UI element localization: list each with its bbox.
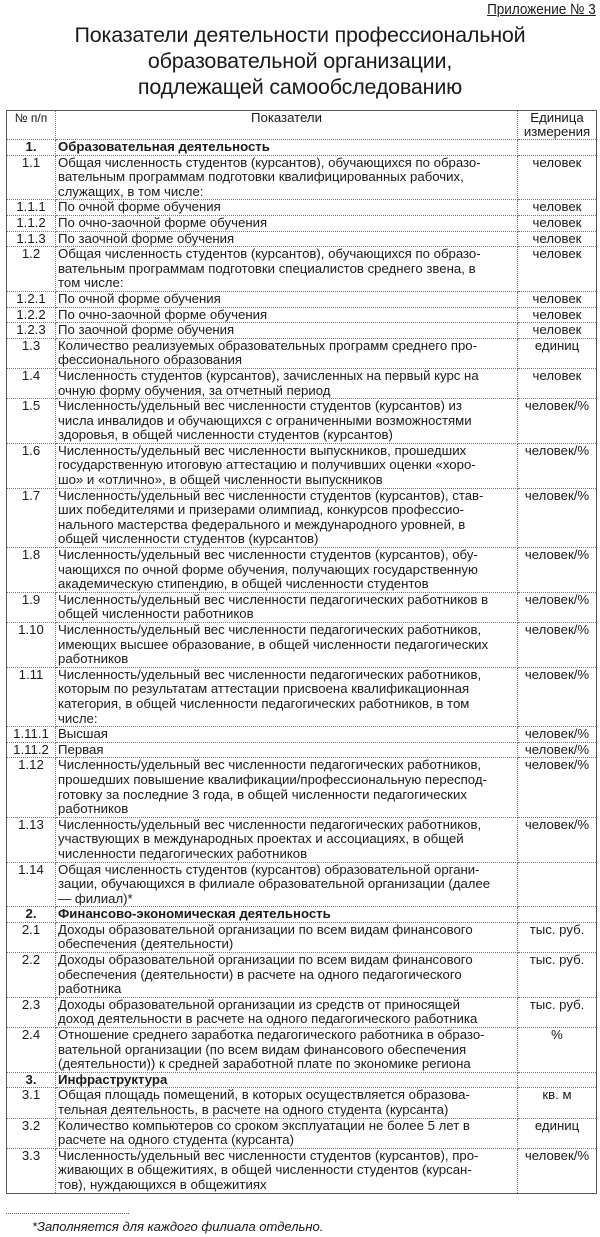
row-indicator-text: Численность/удельный вес численности студентов (курсантов) из числа инвалидов и обучающихся с ограниченными возможностями здоровья, в общей численности студентов (курсантов) [58,398,472,443]
column-header-unit: Единица измерения [518,111,597,140]
row-number: 2.2 [7,953,56,998]
row-indicator-text: Общая численность студентов (курсантов) образовательной органи- зации, обучающихся в филиале образовательной организации (далее — филиал)* [58,861,491,906]
row-indicator-text: По очно-заочной форме обучения [58,306,268,322]
row-indicator [56,623,518,668]
row-number: 1.12 [7,758,56,817]
row-indicator [56,548,518,593]
row-indicator-text: Первая [58,741,104,757]
row-indicator-text: Численность студентов (курсантов), зачисленных на первый курс на очную форму обучения, за отчетный период [58,367,479,398]
row-unit: человек/% [518,592,597,622]
row-number: 1.14 [7,862,56,907]
row-indicator [56,399,518,444]
row-unit: кв. м [518,1088,597,1118]
page-title [0,22,600,100]
row-number: 1.4 [7,368,56,398]
row-number: 1.13 [7,817,56,862]
row-indicator [56,862,518,907]
row-indicator-text: Численность/удельный вес численности педагогических работников, прошедших повышение квалификации/профессиональную переспод- готовку за последние 3 года, в общей численности педагогических работников [58,757,487,817]
row-indicator [56,953,518,998]
row-number: 3.3 [7,1148,56,1193]
row-unit: человек [518,307,597,323]
row-number: 1.11.2 [7,742,56,758]
table-row [7,922,597,952]
row-number: 1.2.1 [7,291,56,307]
row-indicator-text: По заочной форме обучения [58,322,235,338]
row-unit: человек/% [518,817,597,862]
row-indicator [56,1148,518,1193]
table-row [7,953,597,998]
row-indicator-text: Численность/удельный вес численности педагогических работников в общей численности работников [58,591,489,622]
row-number: 1.1 [7,155,56,200]
row-indicator [56,997,518,1027]
table-row [7,200,597,216]
table-row [7,231,597,247]
table-row [7,862,597,907]
row-indicator [56,368,518,398]
row-number: 1.2.3 [7,323,56,339]
row-unit [518,907,597,923]
table-row [7,1148,597,1193]
row-indicator [56,1028,518,1073]
title-line: Показатели деятельности профессиональной [74,23,526,47]
row-unit [518,140,597,156]
table-row [7,667,597,726]
table-body [7,140,597,1194]
table-row [7,758,597,817]
table-row [7,307,597,323]
row-number: 1.1.2 [7,215,56,231]
table-row [7,247,597,292]
column-header-number: № п/п [7,111,56,140]
row-indicator [56,727,518,743]
table-row [7,338,597,368]
row-unit [518,1072,597,1088]
row-indicator [56,247,518,292]
row-indicator [56,231,518,247]
row-indicator-text: Финансово-экономическая деятельность [58,906,331,922]
row-unit: тыс. руб. [518,953,597,998]
row-indicator-text: Численность/удельный вес численности педагогических работников, участвующих в международных проектах и ассоциациях, в общей численности педагогических работников [58,816,482,861]
row-indicator [56,338,518,368]
row-unit: единиц [518,338,597,368]
row-number: 2.4 [7,1028,56,1073]
table-row [7,215,597,231]
table-row [7,399,597,444]
row-number: 1.10 [7,623,56,668]
row-indicator [56,323,518,339]
row-number: 3.2 [7,1118,56,1148]
row-unit: человек/% [518,727,597,743]
table-row [7,592,597,622]
row-indicator-text: Численность/удельный вес численности выпускников, прошедших государственную итоговую аттестацию и получивших оценки «хоро- шо» и «отлично», в общей численности выпускников [58,442,476,488]
table-header-row [7,111,597,140]
row-indicator-text: Общая площадь помещений, в которых осуществляется образова- тельная деятельность, в расчете на одного студента (курсанта) [58,1087,470,1117]
row-number: 1.6 [7,443,56,488]
row-indicator [56,1072,518,1088]
table-row [7,727,597,743]
row-indicator [56,215,518,231]
row-unit: человек/% [518,758,597,817]
indicators-table [6,110,597,1194]
row-indicator [56,817,518,862]
row-unit: человек [518,200,597,216]
row-number: 1. [7,140,56,156]
row-number: 1.11.1 [7,727,56,743]
table-row [7,1118,597,1148]
row-unit: человек/% [518,667,597,726]
row-indicator-text: Численность/удельный вес численности педагогических работников, которым по результатам аттестации присвоена квалификационная категория, в общей численности педагогических работников, в том числе: [58,666,482,726]
row-unit: человек/% [518,399,597,444]
row-number: 2.1 [7,922,56,952]
appendix-label: Приложение № 3 [487,1,596,18]
row-indicator-text: Численность/удельный вес численности студентов (курсантов), обу- чающихся по очной форме обучения, получающих государственную академическую стипендию, в общей численности студентов [58,547,478,592]
section-row [7,907,597,923]
row-unit: человек [518,155,597,200]
row-indicator-text: Инфраструктура [58,1071,168,1087]
row-indicator-text: Общая численность студентов (курсантов), обучающихся по образо- вательным программам подготовки квалифицированных рабочих, служащих, в том числе: [58,154,481,199]
row-unit: человек/% [518,742,597,758]
row-unit: человек [518,368,597,398]
row-indicator [56,200,518,216]
row-indicator-text: По заочной форме обучения [58,230,235,246]
section-row [7,1072,597,1088]
title-line: подлежащей самообследованию [137,75,463,99]
row-indicator-text: По очной форме обучения [58,199,221,215]
section-row [7,140,597,156]
row-indicator-text: Образовательная деятельность [58,139,270,154]
row-indicator-text: По очной форме обучения [58,290,221,306]
row-number: 1.9 [7,592,56,622]
row-indicator [56,140,518,156]
table-row [7,817,597,862]
row-indicator [56,667,518,726]
row-indicator [56,443,518,488]
row-number: 3. [7,1072,56,1088]
table-row [7,291,597,307]
table-row [7,1028,597,1073]
row-number: 1.2.2 [7,307,56,323]
row-indicator-text: Отношение среднего заработка педагогического работника в образо- вательной организации (по всем видам финансового обеспечения (деятельности)) к средней заработной плате по экономике региона [58,1027,485,1072]
row-number: 1.7 [7,488,56,547]
column-header-indicator: Показатели [56,111,518,140]
table-row [7,155,597,200]
row-indicator [56,758,518,817]
row-indicator [56,1118,518,1148]
row-indicator-text: Численность/удельный вес численности студентов (курсантов), про- живающих в общежитиях, в общей численности студентов (курсан- тов), нуждающихся в общежитиях [58,1147,479,1192]
table-row [7,488,597,547]
row-indicator-text: Доходы образовательной организации по всем видам финансового обеспечения (деятельности) в расчете на одного педагогического работника [58,952,473,997]
row-indicator [56,155,518,200]
row-indicator-text: Количество реализуемых образовательных программ среднего про- фессионального образования [58,337,478,368]
row-unit: человек [518,215,597,231]
row-indicator-text: Доходы образовательной организации по всем видам финансового обеспечения (деятельности) [58,921,473,952]
table-row [7,997,597,1027]
row-unit: тыс. руб. [518,922,597,952]
row-unit: тыс. руб. [518,997,597,1027]
row-number: 1.5 [7,399,56,444]
row-indicator [56,922,518,952]
table-row [7,742,597,758]
row-indicator-text: Доходы образовательной организации из средств от приносящей доход деятельности в расчете на одного педагогического работника [58,996,478,1027]
row-indicator [56,1088,518,1118]
row-indicator [56,742,518,758]
row-unit: человек/% [518,488,597,547]
row-number: 3.1 [7,1088,56,1118]
row-indicator-text: Общая численность студентов (курсантов), обучающихся по образо- вательным программам подготовки специалистов среднего звена, в том числе: [58,246,481,291]
row-unit [518,862,597,907]
table-row [7,1088,597,1118]
row-unit: человек/% [518,623,597,668]
row-indicator-text: Высшая [58,726,108,742]
row-indicator [56,592,518,622]
row-unit: человек [518,231,597,247]
table-row [7,368,597,398]
row-indicator-text: По очно-заочной форме обучения [58,214,268,230]
row-unit: человек/% [518,548,597,593]
row-indicator [56,488,518,547]
row-indicator [56,907,518,923]
row-number: 1.8 [7,548,56,593]
row-indicator-text: Количество компьютеров со сроком эксплуатации не более 5 лет в расчете на одного студента (курсанта) [58,1117,470,1148]
row-number: 1.3 [7,338,56,368]
row-indicator-text: Численность/удельный вес численности студентов (курсантов), став- ших победителями и призерами олимпиад, конкурсов профессио- нального мастерства федерального и международного уровней, в общей численности студентов (курсантов) [58,487,484,547]
row-indicator-text: Численность/удельный вес численности педагогических работников, имеющих высшее образование, в общей численности педагогических работников [58,622,489,667]
row-number: 1.1.1 [7,200,56,216]
row-unit: человек [518,323,597,339]
row-indicator [56,307,518,323]
table-row [7,323,597,339]
row-unit: человек [518,291,597,307]
table-row [7,443,597,488]
footnote: *Заполняется для каждого филиала отдельно. [32,1219,324,1234]
row-number: 1.11 [7,667,56,726]
row-unit: единиц [518,1118,597,1148]
footnote-divider [6,1213,129,1214]
row-number: 1.1.3 [7,231,56,247]
row-number: 1.2 [7,247,56,292]
row-unit: человек [518,247,597,292]
row-unit: % [518,1028,597,1073]
row-unit: человек/% [518,1148,597,1193]
row-indicator [56,291,518,307]
row-unit: человек/% [518,443,597,488]
title-line: образовательной организации, [147,49,453,73]
row-number: 2. [7,907,56,923]
table-row [7,548,597,593]
table-row [7,623,597,668]
row-number: 2.3 [7,997,56,1027]
